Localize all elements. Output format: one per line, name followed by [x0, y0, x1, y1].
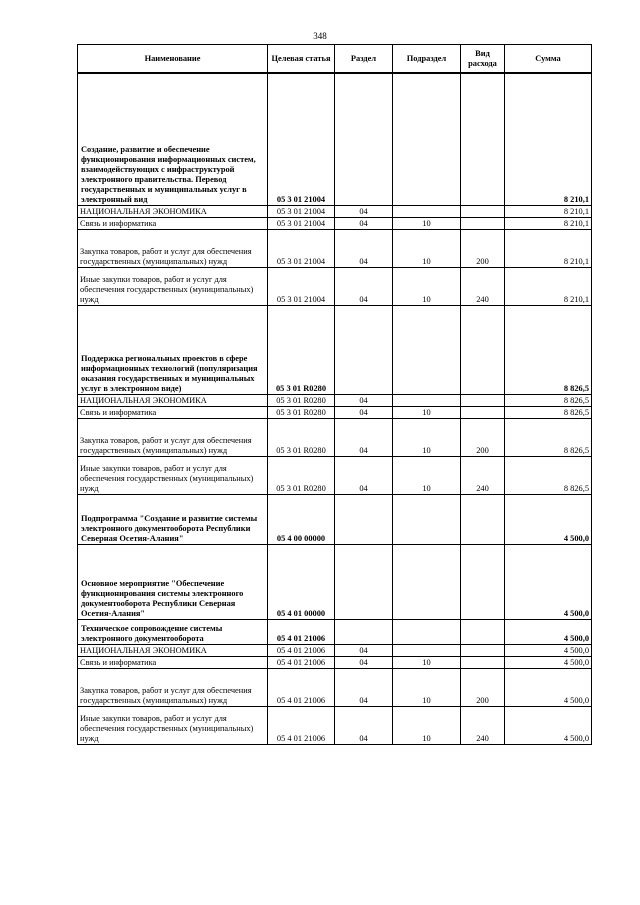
cell-section: 04 [335, 668, 393, 706]
cell-target: 05 3 01 21004 [268, 229, 335, 267]
table-row [78, 544, 592, 619]
table-header-row [78, 45, 592, 74]
cell-amount: 4 500,0 [505, 656, 592, 668]
cell-expense-type [461, 619, 505, 644]
cell-amount: 4 500,0 [505, 706, 592, 744]
cell-target: 05 3 01 R0280 [268, 456, 335, 494]
cell-amount: 8 826,5 [505, 305, 592, 394]
table-row [78, 205, 592, 217]
cell-name: Основное мероприятие "Обеспечение функционирования системы электронного документооборота Республики Северная Осетия-Алания" [78, 544, 268, 619]
cell-target: 05 4 01 21006 [268, 619, 335, 644]
cell-section: 04 [335, 217, 393, 229]
header-expense-type: Вид расхода [461, 45, 505, 74]
cell-target: 05 4 01 00000 [268, 544, 335, 619]
cell-subsection: 10 [393, 418, 461, 456]
cell-expense-type: 240 [461, 706, 505, 744]
header-amount: Сумма [505, 45, 592, 74]
cell-section [335, 544, 393, 619]
cell-amount: 8 210,1 [505, 73, 592, 205]
cell-subsection: 10 [393, 456, 461, 494]
cell-name: Закупка товаров, работ и услуг для обеспечения государственных (муниципальных) нужд [78, 229, 268, 267]
cell-amount: 4 500,0 [505, 494, 592, 544]
cell-section: 04 [335, 656, 393, 668]
cell-section: 04 [335, 406, 393, 418]
cell-name: Связь и информатика [78, 217, 268, 229]
cell-expense-type [461, 644, 505, 656]
header-target: Целевая статья [268, 45, 335, 74]
cell-target: 05 3 01 R0280 [268, 418, 335, 456]
table-row [78, 668, 592, 706]
cell-name: Техническое сопровождение системы электронного документооборота [78, 619, 268, 644]
cell-amount: 8 210,1 [505, 205, 592, 217]
cell-expense-type [461, 494, 505, 544]
cell-target: 05 4 00 00000 [268, 494, 335, 544]
cell-expense-type: 200 [461, 418, 505, 456]
table-row [78, 494, 592, 544]
cell-amount: 4 500,0 [505, 619, 592, 644]
cell-amount: 8 826,5 [505, 456, 592, 494]
cell-amount: 8 210,1 [505, 229, 592, 267]
cell-expense-type [461, 73, 505, 205]
table-row [78, 305, 592, 394]
table-row [78, 656, 592, 668]
cell-amount: 8 826,5 [505, 418, 592, 456]
cell-target: 05 3 01 R0280 [268, 406, 335, 418]
cell-expense-type: 240 [461, 456, 505, 494]
cell-name: НАЦИОНАЛЬНАЯ ЭКОНОМИКА [78, 205, 268, 217]
cell-name: Иные закупки товаров, работ и услуг для обеспечения государственных (муниципальных) нужд [78, 706, 268, 744]
cell-expense-type: 200 [461, 668, 505, 706]
cell-subsection [393, 394, 461, 406]
cell-expense-type [461, 656, 505, 668]
cell-subsection [393, 644, 461, 656]
cell-name: Закупка товаров, работ и услуг для обеспечения государственных (муниципальных) нужд [78, 668, 268, 706]
header-section: Раздел [335, 45, 393, 74]
cell-subsection [393, 544, 461, 619]
cell-subsection: 10 [393, 706, 461, 744]
cell-amount: 8 210,1 [505, 267, 592, 305]
cell-subsection: 10 [393, 217, 461, 229]
cell-subsection [393, 73, 461, 205]
cell-section [335, 619, 393, 644]
cell-expense-type: 240 [461, 267, 505, 305]
cell-target: 05 4 01 21006 [268, 668, 335, 706]
cell-expense-type [461, 305, 505, 394]
cell-section: 04 [335, 456, 393, 494]
cell-name: Иные закупки товаров, работ и услуг для обеспечения государственных (муниципальных) нужд [78, 267, 268, 305]
table-row [78, 394, 592, 406]
cell-section: 04 [335, 706, 393, 744]
table-row [78, 267, 592, 305]
cell-name: Подпрограмма "Создание и развитие системы электронного документооборота Республики Северная Осетия-Алания" [78, 494, 268, 544]
table-body [78, 73, 592, 744]
cell-section: 04 [335, 418, 393, 456]
cell-target: 05 3 01 21004 [268, 205, 335, 217]
cell-expense-type [461, 217, 505, 229]
cell-section [335, 494, 393, 544]
table-row [78, 73, 592, 205]
cell-target: 05 3 01 21004 [268, 217, 335, 229]
cell-subsection: 10 [393, 656, 461, 668]
cell-section: 04 [335, 394, 393, 406]
cell-section: 04 [335, 267, 393, 305]
header-subsection: Подраздел [393, 45, 461, 74]
cell-amount: 4 500,0 [505, 544, 592, 619]
page-number: 348 [313, 31, 327, 41]
cell-name: НАЦИОНАЛЬНАЯ ЭКОНОМИКА [78, 394, 268, 406]
cell-name: Закупка товаров, работ и услуг для обеспечения государственных (муниципальных) нужд [78, 418, 268, 456]
cell-amount: 8 826,5 [505, 406, 592, 418]
table-row [78, 418, 592, 456]
cell-target: 05 4 01 21006 [268, 706, 335, 744]
cell-expense-type: 200 [461, 229, 505, 267]
cell-amount: 8 826,5 [505, 394, 592, 406]
cell-name: Поддержка региональных проектов в сфере информационных технологий (популяризация оказания государственных и муниципальных услуг в электронном виде) [78, 305, 268, 394]
table-row [78, 217, 592, 229]
cell-name: Связь и информатика [78, 406, 268, 418]
cell-amount: 4 500,0 [505, 668, 592, 706]
table-row [78, 706, 592, 744]
table-row [78, 456, 592, 494]
cell-target: 05 4 01 21006 [268, 644, 335, 656]
cell-target: 05 3 01 21004 [268, 73, 335, 205]
header-name: Наименование [78, 45, 268, 74]
cell-target: 05 3 01 R0280 [268, 305, 335, 394]
cell-subsection: 10 [393, 406, 461, 418]
cell-target: 05 3 01 21004 [268, 267, 335, 305]
cell-section [335, 305, 393, 394]
cell-expense-type [461, 205, 505, 217]
cell-subsection: 10 [393, 267, 461, 305]
cell-section: 04 [335, 205, 393, 217]
cell-section: 04 [335, 644, 393, 656]
cell-subsection: 10 [393, 229, 461, 267]
table-row [78, 619, 592, 644]
cell-subsection: 10 [393, 668, 461, 706]
cell-subsection [393, 305, 461, 394]
cell-subsection [393, 494, 461, 544]
cell-section: 04 [335, 229, 393, 267]
cell-section [335, 73, 393, 205]
cell-name: НАЦИОНАЛЬНАЯ ЭКОНОМИКА [78, 644, 268, 656]
table-row [78, 644, 592, 656]
cell-expense-type [461, 544, 505, 619]
cell-amount: 4 500,0 [505, 644, 592, 656]
table-row [78, 406, 592, 418]
cell-subsection [393, 619, 461, 644]
cell-expense-type [461, 394, 505, 406]
cell-amount: 8 210,1 [505, 217, 592, 229]
table-row [78, 229, 592, 267]
cell-name: Связь и информатика [78, 656, 268, 668]
cell-expense-type [461, 406, 505, 418]
cell-name: Иные закупки товаров, работ и услуг для обеспечения государственных (муниципальных) нужд [78, 456, 268, 494]
cell-subsection [393, 205, 461, 217]
budget-table [77, 44, 592, 745]
cell-target: 05 4 01 21006 [268, 656, 335, 668]
cell-target: 05 3 01 R0280 [268, 394, 335, 406]
cell-name: Создание, развитие и обеспечение функционирования информационных систем, взаимодействующих с инфраструктурой электронного правительства. Перевод государственных и муниципальных услуг в электронный вид [78, 73, 268, 205]
